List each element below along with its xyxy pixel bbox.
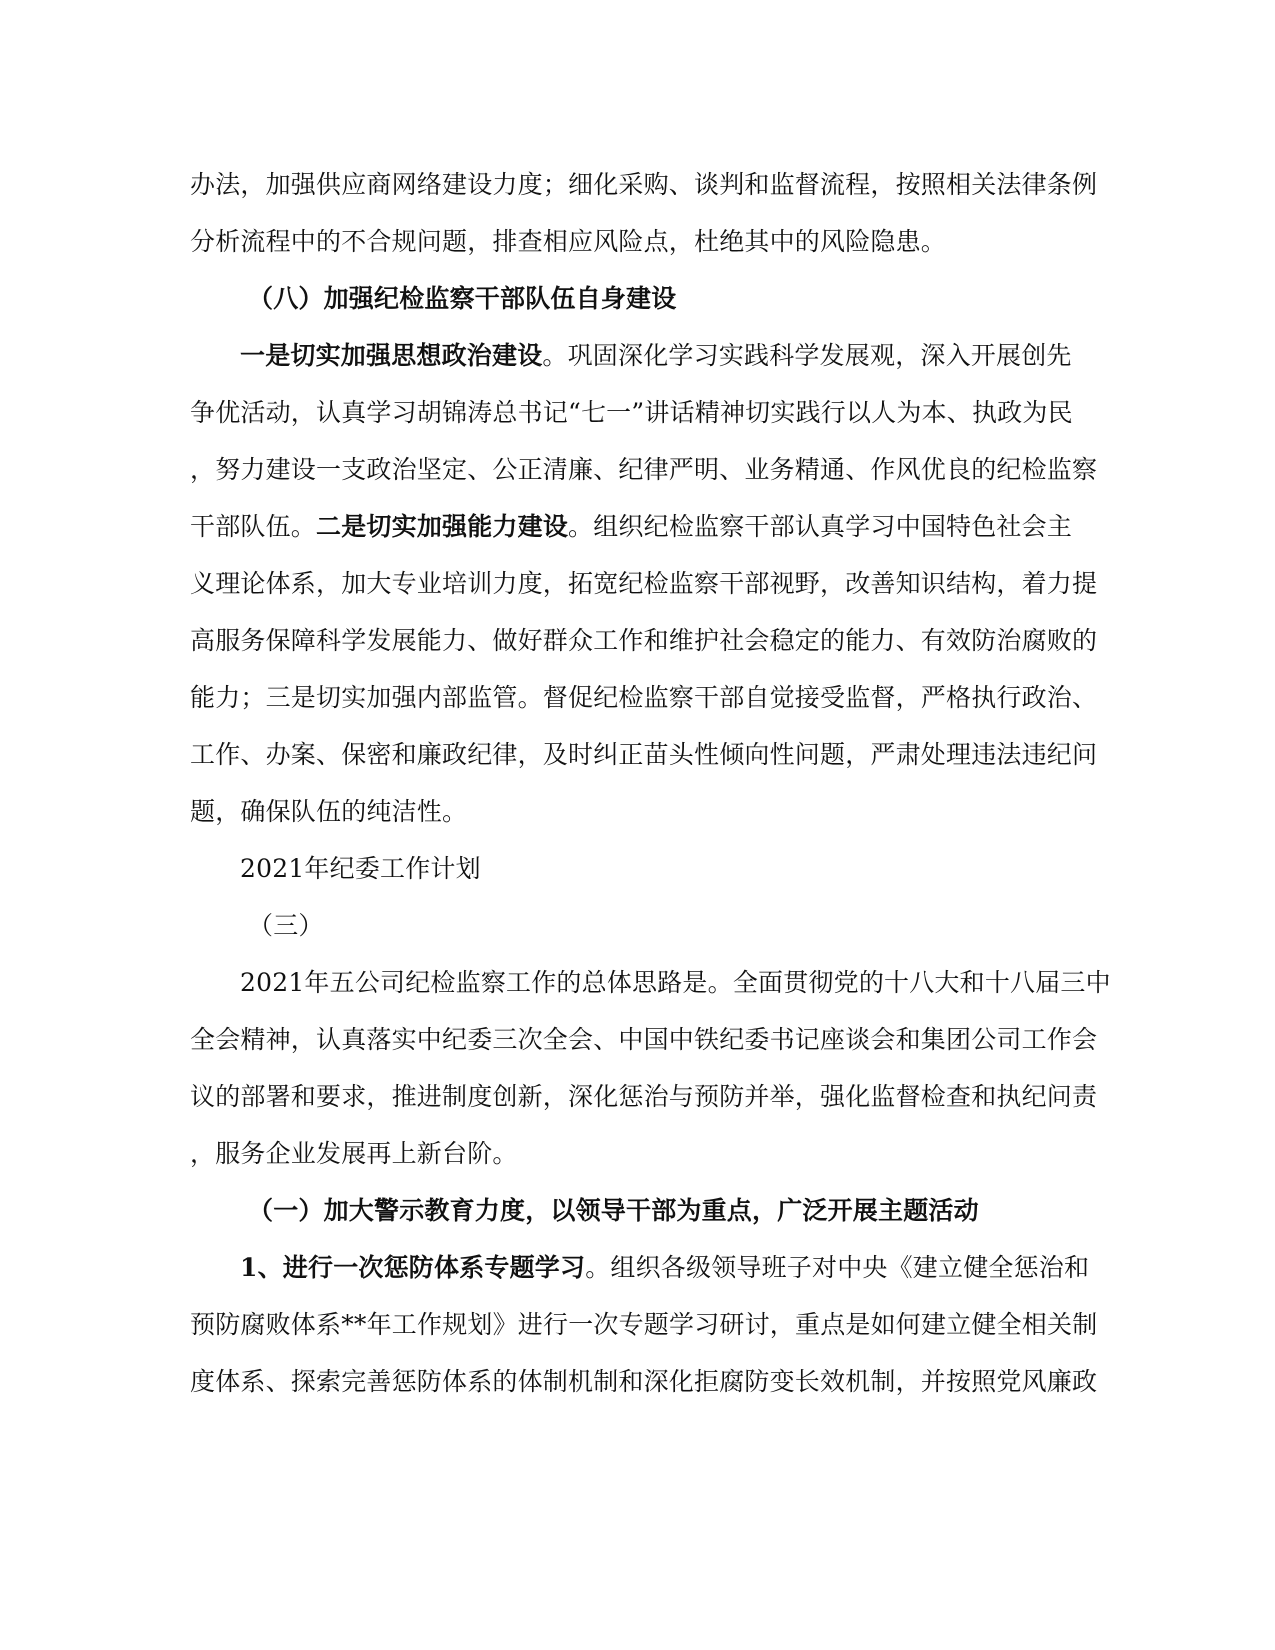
paragraph-start-line <box>240 967 1140 999</box>
bold-lead-phrase: 一是切实加强思想政治建设 <box>240 341 543 370</box>
section-heading <box>248 1195 1148 1227</box>
body-line <box>190 796 1090 828</box>
body-line <box>190 682 1098 714</box>
text-run: 高服务保障科学发展能力、做好群众工作和维护社会稳定的能力、有效防治腐败的 <box>190 626 1098 655</box>
subtitle-text: （三） <box>248 911 324 940</box>
text-run: 分析流程中的不合规问题，排查相应风险点，杜绝其中的风险隐患。 <box>190 227 947 256</box>
subtitle-line <box>248 910 1148 942</box>
text-run: 。组织各级领导班子对中央《建立健全惩治和 <box>585 1253 1090 1282</box>
body-line <box>190 1081 1098 1113</box>
section-heading <box>248 283 1148 315</box>
body-line <box>190 397 1090 429</box>
body-line <box>190 1024 1098 1056</box>
bold-lead-phrase: 二是切实加强能力建设 <box>316 512 569 541</box>
heading-text: （八）加强纪检监察干部队伍自身建设 <box>248 284 677 313</box>
text-run: 办法，加强供应商网络建设力度；细化采购、谈判和监督流程，按照相关法律条例 <box>190 170 1098 199</box>
heading-text: （一）加大警示教育力度，以领导干部为重点，广泛开展主题活动 <box>248 1196 979 1225</box>
text-run: 工作、办案、保密和廉政纪律，及时纠正苗头性倾向性问题，严肃处理违法违纪问 <box>190 740 1098 769</box>
text-run: 预防腐败体系**年工作规划》进行一次专题学习研讨，重点是如何建立健全相关制 <box>190 1310 1098 1339</box>
text-run: 全会精神，认真落实中纪委三次全会、中国中铁纪委书记座谈会和集团公司工作会 <box>190 1025 1098 1054</box>
text-run: 争优活动，认真学习胡锦涛总书记“七一”讲话精神切实践行以人为本、执政为民 <box>190 398 1073 427</box>
text-run: ，服务企业发展再上新台阶。 <box>190 1139 518 1168</box>
body-line <box>190 1309 1098 1341</box>
text-run: 度体系、探索完善惩防体系的体制机制和深化拒腐防变长效机制，并按照党风廉政 <box>190 1367 1098 1396</box>
document-title-line <box>240 853 1140 885</box>
body-line <box>190 1138 1090 1170</box>
text-run: 题，确保队伍的纯洁性。 <box>190 797 468 826</box>
body-line <box>190 1366 1098 1398</box>
body-line <box>190 169 1098 201</box>
text-run: 义理论体系，加大专业培训力度，拓宽纪检监察干部视野，改善知识结构，着力提 <box>190 569 1098 598</box>
body-line <box>190 511 1090 543</box>
bold-lead-phrase: 1、进行一次惩防体系专题学习 <box>240 1253 586 1282</box>
text-run: 。组织纪检监察干部认真学习中国特色社会主 <box>568 512 1073 541</box>
title-text: 2021年纪委工作计划 <box>240 854 481 883</box>
text-run: 能力；三是切实加强内部监管。督促纪检监察干部自觉接受监督，严格执行政治、 <box>190 683 1098 712</box>
text-run: 。巩固深化学习实践科学发展观，深入开展创先 <box>542 341 1072 370</box>
text-run: 议的部署和要求，推进制度创新，深化惩治与预防并举，强化监督检查和执纪问责 <box>190 1082 1098 1111</box>
body-line <box>190 625 1098 657</box>
body-line <box>190 739 1098 771</box>
body-line <box>190 454 1098 486</box>
body-line <box>190 568 1098 600</box>
text-run: 2021年五公司纪检监察工作的总体思路是。全面贯彻党的十八大和十八届三中 <box>240 968 1111 997</box>
text-run: ，努力建设一支政治坚定、公正清廉、纪律严明、业务精通、作风优良的纪检监察 <box>190 455 1098 484</box>
paragraph-start-line <box>240 1252 1140 1284</box>
text-run: 干部队伍。 <box>190 512 317 541</box>
paragraph-start-line <box>240 340 1140 372</box>
body-line <box>190 226 1090 258</box>
